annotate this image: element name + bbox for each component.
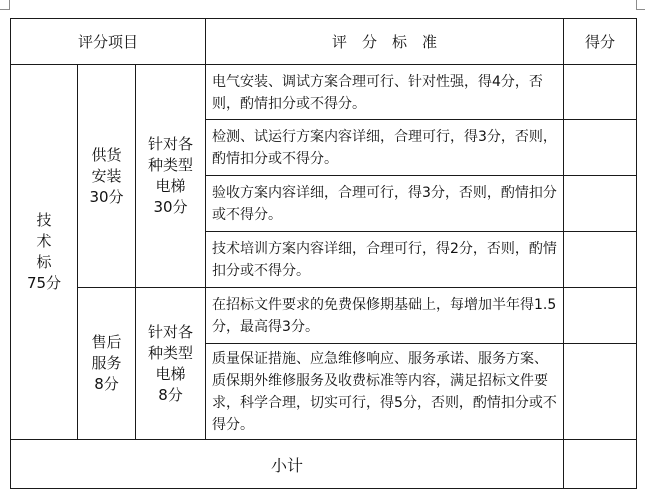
score-cell xyxy=(564,344,637,440)
subtotal-row xyxy=(11,440,637,489)
scoring-table xyxy=(10,18,637,489)
criterion-training: 技术培训方案内容详细，合理可行，得2分，否则，酌情扣分或不得分。 xyxy=(206,232,564,288)
header-item: 评分项目 xyxy=(11,19,206,65)
header-standard: 评 分 标 准 xyxy=(206,19,564,65)
score-cell xyxy=(564,120,637,176)
criterion-warranty-extension: 在招标文件要求的免费保修期基础上，每增加半年得1.5分，最高得3分。 xyxy=(206,288,564,344)
group-after-sales: 售后 服务 8分 xyxy=(78,288,136,440)
score-cell xyxy=(564,65,637,120)
subtotal-label: 小计 xyxy=(11,440,564,489)
scope-after-sales: 针对各 种类型 电梯 8分 xyxy=(136,288,206,440)
criterion-testing: 检测、试运行方案内容详细，合理可行，得3分，否则，酌情扣分或不得分。 xyxy=(206,120,564,176)
criterion-acceptance: 验收方案内容详细，合理可行，得3分，否则，酌情扣分或不得分。 xyxy=(206,176,564,232)
page-corner-mark-left xyxy=(0,0,10,10)
criterion-electrical-install: 电气安装、调试方案合理可行、针对性强，得4分，否则，酌情扣分或不得分。 xyxy=(206,65,564,120)
table-row xyxy=(11,288,637,344)
header-row xyxy=(11,19,637,65)
page-corner-mark-right xyxy=(636,0,645,10)
header-score: 得分 xyxy=(564,19,637,65)
score-cell xyxy=(564,232,637,288)
group-supply-install: 供货 安装 30分 xyxy=(78,65,136,288)
criterion-service-quality: 质量保证措施、应急维修响应、服务承诺、服务方案、质保期外维修服务及收费标准等内容，满足招标文件要求，科学合理，切实可行，得5分，否则，酌情扣分或不得分。 xyxy=(206,344,564,440)
category-technical: 技 术 标 75分 xyxy=(11,65,78,440)
score-cell xyxy=(564,176,637,232)
score-cell xyxy=(564,288,637,344)
scope-supply-install: 针对各 种类型 电梯 30分 xyxy=(136,65,206,288)
table-row xyxy=(11,65,637,120)
subtotal-score-cell xyxy=(564,440,637,489)
